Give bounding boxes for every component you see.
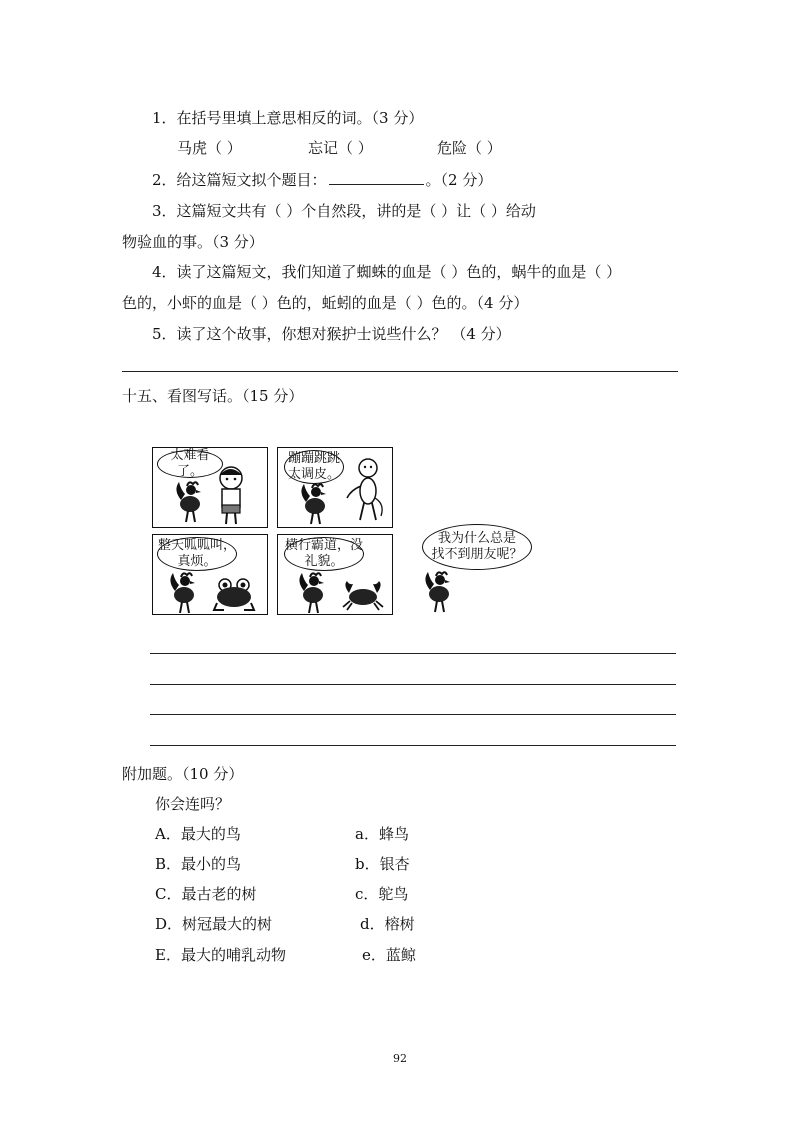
match-right-b: b．银杏 bbox=[355, 855, 410, 873]
bonus-title: 附加题。（10 分） bbox=[122, 765, 244, 783]
q1-prompt: 1．在括号里填上意思相反的词。（3 分） bbox=[152, 109, 424, 127]
rooster-icon bbox=[175, 478, 209, 524]
match-left-e: E．最大的哺乳动物 bbox=[155, 946, 286, 964]
q1-item-1: 马虎（ ） bbox=[177, 139, 242, 157]
rooster-icon bbox=[424, 568, 458, 614]
comic-panel-1 bbox=[152, 447, 268, 528]
match-left-b: B．最小的鸟 bbox=[155, 855, 242, 873]
speech-bubble-2: 蹦蹦跳跳 太调皮。 bbox=[284, 450, 344, 484]
q3-line-1: 3．这篇短文共有（ ）个自然段，讲的是（ ）让（ ）给动 bbox=[152, 202, 536, 220]
section15-title: 十五、看图写话。（15 分） bbox=[122, 387, 304, 405]
q4-line-2: 色的，小虾的血是（ ）色的，蚯蚓的血是（ ）色的。（4 分） bbox=[122, 294, 529, 312]
q2-prompt: 2．给这篇短文拟个题目： bbox=[152, 171, 327, 189]
match-right-c: c．鸵鸟 bbox=[355, 885, 409, 903]
comic-panel-3 bbox=[152, 534, 268, 615]
q3-line-2: 物验血的事。（3 分） bbox=[122, 233, 264, 251]
q1-item-3: 危险（ ） bbox=[437, 139, 502, 157]
monkey-icon bbox=[344, 456, 386, 524]
comic-panel-2 bbox=[277, 447, 393, 528]
speech-bubble-1: 太难看了。 bbox=[157, 450, 223, 478]
page-number: 92 bbox=[393, 1052, 407, 1065]
match-right-d: d．榕树 bbox=[360, 915, 415, 933]
comic-panel-4 bbox=[277, 534, 393, 615]
match-left-d: D．树冠最大的树 bbox=[155, 915, 273, 933]
q2-title-blank[interactable] bbox=[329, 170, 424, 185]
match-right-e: e．蓝鲸 bbox=[362, 946, 416, 964]
match-left-c: C．最古老的树 bbox=[155, 885, 257, 903]
writing-line-3[interactable] bbox=[150, 714, 676, 715]
speech-bubble-3: 整天呱呱叫， 真烦。 bbox=[158, 538, 237, 569]
writing-line-4[interactable] bbox=[150, 745, 676, 746]
writing-line-1[interactable] bbox=[150, 653, 676, 654]
q2-line bbox=[152, 170, 492, 190]
match-right-a: a．蜂鸟 bbox=[355, 825, 409, 843]
q5-answer-line[interactable] bbox=[122, 371, 678, 372]
crab-icon bbox=[340, 579, 386, 611]
q5-prompt: 5．读了这个故事，你想对猴护士说些什么？ （4 分） bbox=[152, 325, 511, 343]
speech-bubble-5: 我为什么总是 找不到朋友呢？ bbox=[422, 524, 532, 570]
match-left-a: A．最大的鸟 bbox=[155, 825, 241, 843]
q4-line-1: 4．读了这篇短文，我们知道了蜘蛛的血是（ ）色的，蜗牛的血是（ ） bbox=[152, 263, 622, 281]
boy-icon bbox=[213, 464, 249, 526]
rooster-icon bbox=[169, 569, 203, 615]
bonus-question: 你会连吗？ bbox=[155, 795, 231, 813]
rooster-icon bbox=[298, 569, 332, 615]
q1-item-2: 忘记（ ） bbox=[308, 139, 373, 157]
q2-suffix: 。（2 分） bbox=[425, 171, 493, 189]
writing-line-2[interactable] bbox=[150, 684, 676, 685]
rooster-icon bbox=[300, 480, 334, 526]
speech-bubble-4: 横行霸道，没 礼貌。 bbox=[285, 538, 364, 569]
frog-icon bbox=[213, 577, 255, 611]
